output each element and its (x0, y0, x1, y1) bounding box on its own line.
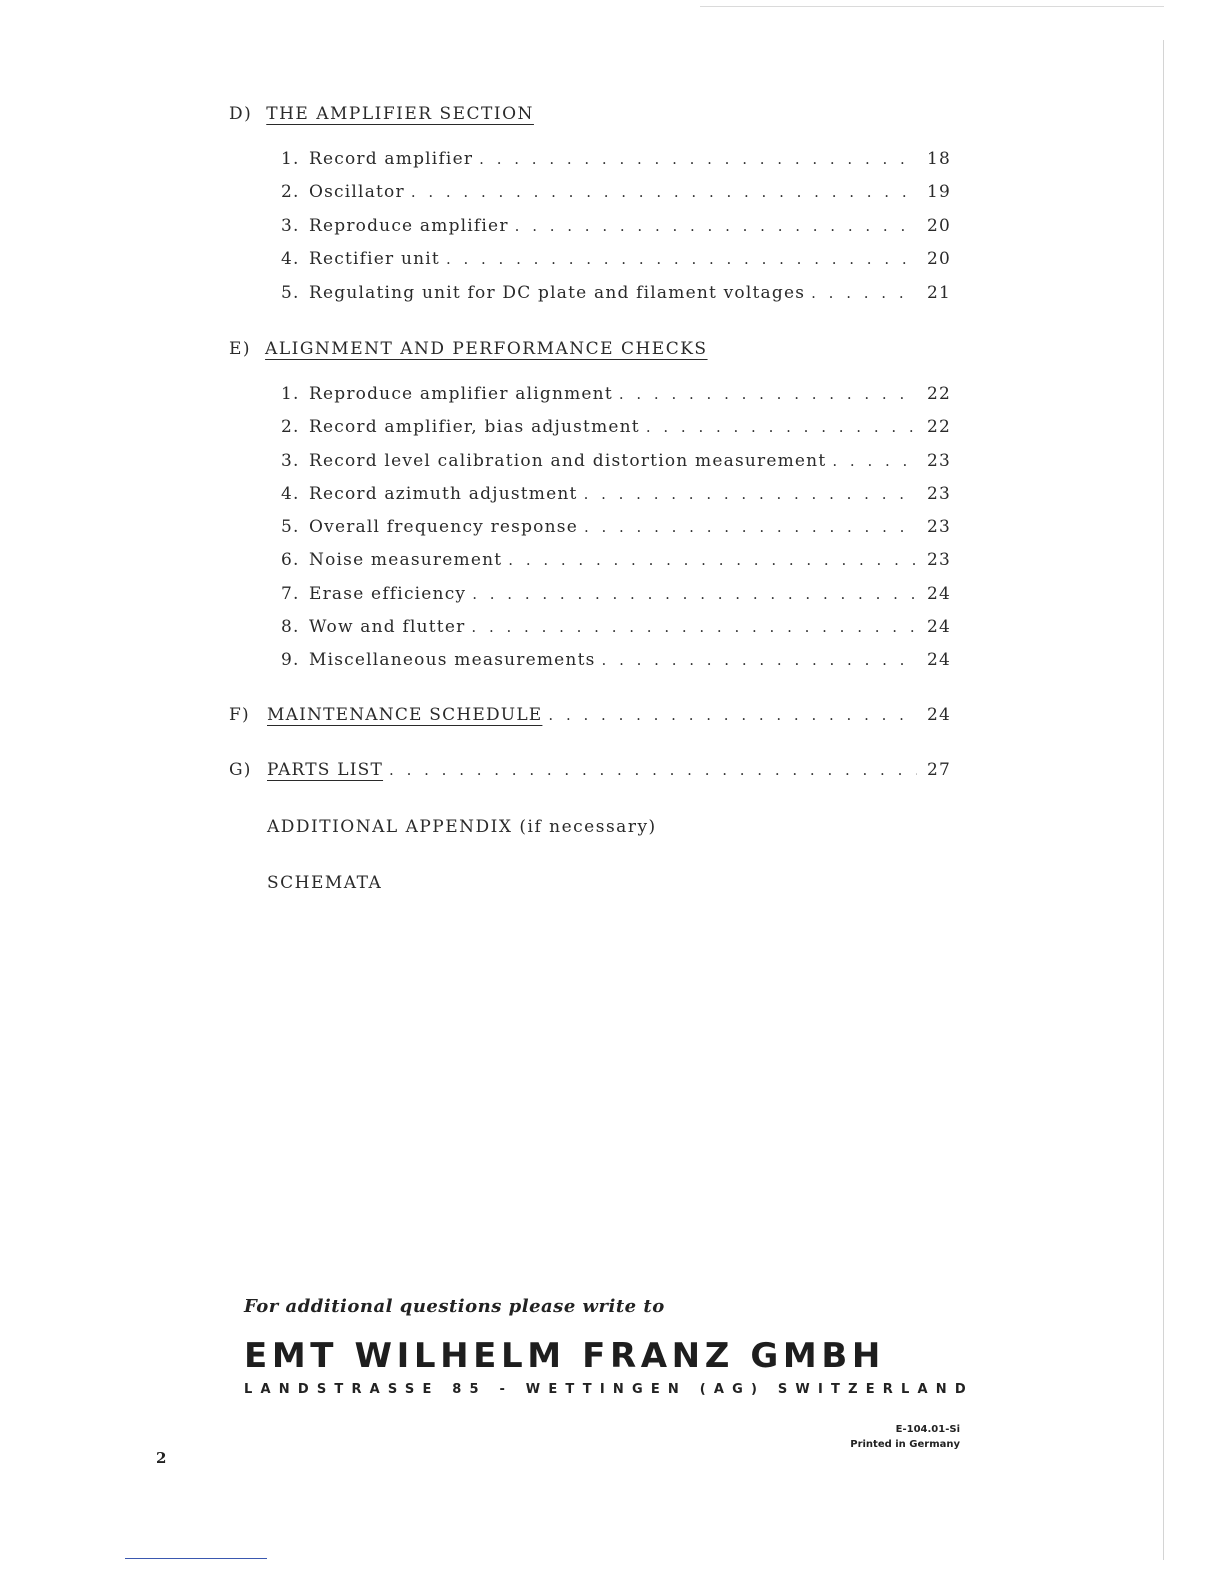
dot-leader (619, 385, 917, 403)
entry-page: 27 (926, 760, 951, 780)
entry-number: 2. (281, 417, 300, 437)
dot-leader (411, 183, 917, 201)
entry-number: 6. (281, 550, 300, 570)
dot-leader (508, 551, 917, 569)
dot-leader (832, 452, 917, 470)
doc-ref-code: E-104.01-Si (895, 1424, 960, 1435)
entry-number: 2. (281, 182, 300, 202)
toc-entry (281, 517, 951, 537)
section-d-heading (229, 104, 534, 124)
section-letter: D) (229, 104, 253, 124)
dot-leader (602, 651, 917, 669)
toc-entry (281, 249, 951, 269)
entry-label: Reproduce amplifier (309, 216, 509, 236)
entry-page: 24 (926, 705, 951, 725)
dot-leader (584, 485, 917, 503)
entry-label: Noise measurement (309, 550, 503, 570)
bottom-rule (125, 1558, 267, 1559)
dot-leader (646, 418, 917, 436)
dot-leader (584, 518, 917, 536)
toc-entry (281, 283, 951, 303)
toc-entry (281, 451, 951, 471)
entry-label: Reproduce amplifier alignment (309, 384, 613, 404)
entry-page: 23 (926, 484, 951, 504)
entry-number: 5. (281, 283, 300, 303)
entry-label: Record azimuth adjustment (309, 484, 578, 504)
company-name: EMT WILHELM FRANZ GMBH (244, 1336, 885, 1376)
entry-number: 3. (281, 216, 300, 236)
entry-page: 23 (926, 550, 951, 570)
scan-edge-right (1163, 40, 1164, 1560)
entry-number: 5. (281, 517, 300, 537)
toc-entry (281, 484, 951, 504)
printed-note: Printed in Germany (850, 1439, 960, 1450)
entry-label: Record amplifier (309, 149, 474, 169)
entry-page: 21 (926, 283, 951, 303)
entry-number: 4. (281, 249, 300, 269)
entry-page: 22 (926, 417, 951, 437)
entry-label: Rectifier unit (309, 249, 440, 269)
entry-number: 7. (281, 584, 300, 604)
entry-page: 24 (926, 617, 951, 637)
contact-line: For additional questions please write to (244, 1296, 665, 1317)
entry-label: Wow and flutter (309, 617, 466, 637)
page-number: 2 (156, 1449, 167, 1467)
dot-leader (472, 585, 917, 603)
entry-label: Miscellaneous measurements (309, 650, 596, 670)
toc-entry (281, 149, 951, 169)
entry-label: Regulating unit for DC plate and filament voltages (309, 283, 806, 303)
entry-number: 1. (281, 149, 300, 169)
dot-leader (479, 150, 917, 168)
toc-entry (281, 550, 951, 570)
entry-page: 23 (926, 517, 951, 537)
dot-leader (811, 284, 917, 302)
dot-leader (548, 706, 917, 724)
schemata-entry: SCHEMATA (267, 873, 383, 893)
entry-label: Overall frequency response (309, 517, 578, 537)
entry-page: 22 (926, 384, 951, 404)
toc-entry (281, 417, 951, 437)
scan-edge-top (700, 6, 1164, 7)
document-reference (850, 1422, 960, 1452)
section-f-entry (229, 705, 951, 725)
section-title: THE AMPLIFIER SECTION (266, 104, 534, 124)
section-g-entry (229, 760, 951, 780)
appendix-entry: ADDITIONAL APPENDIX (if necessary) (267, 817, 657, 837)
entry-label: Erase efficiency (309, 584, 467, 604)
entry-number: 3. (281, 451, 300, 471)
dot-leader (389, 761, 917, 779)
entry-number: 1. (281, 384, 300, 404)
dot-leader (446, 250, 917, 268)
company-address: LANDSTRASSE 85 - WETTINGEN (AG) SWITZERLAND (244, 1382, 974, 1397)
entry-label: Record amplifier, bias adjustment (309, 417, 640, 437)
entry-page: 24 (926, 650, 951, 670)
toc-entry (281, 584, 951, 604)
entry-page: 23 (926, 451, 951, 471)
section-letter: G) (229, 760, 252, 780)
entry-page: 20 (926, 249, 951, 269)
entry-page: 19 (926, 182, 951, 202)
entry-page: 18 (926, 149, 951, 169)
toc-entry (281, 182, 951, 202)
toc-entry (281, 617, 951, 637)
toc-entry (281, 650, 951, 670)
dot-leader (515, 217, 917, 235)
toc-entry (281, 384, 951, 404)
toc-entry (281, 216, 951, 236)
entry-page: 20 (926, 216, 951, 236)
entry-label: Oscillator (309, 182, 405, 202)
entry-page: 24 (926, 584, 951, 604)
section-e-heading (229, 339, 708, 359)
section-letter: F) (229, 705, 250, 725)
section-title: PARTS LIST (267, 760, 384, 780)
section-title: MAINTENANCE SCHEDULE (267, 705, 543, 725)
entry-label: Record level calibration and distortion measurement (309, 451, 827, 471)
entry-number: 8. (281, 617, 300, 637)
dot-leader (471, 618, 917, 636)
entry-number: 4. (281, 484, 300, 504)
section-title: ALIGNMENT AND PERFORMANCE CHECKS (265, 339, 708, 359)
entry-number: 9. (281, 650, 300, 670)
section-letter: E) (229, 339, 252, 359)
